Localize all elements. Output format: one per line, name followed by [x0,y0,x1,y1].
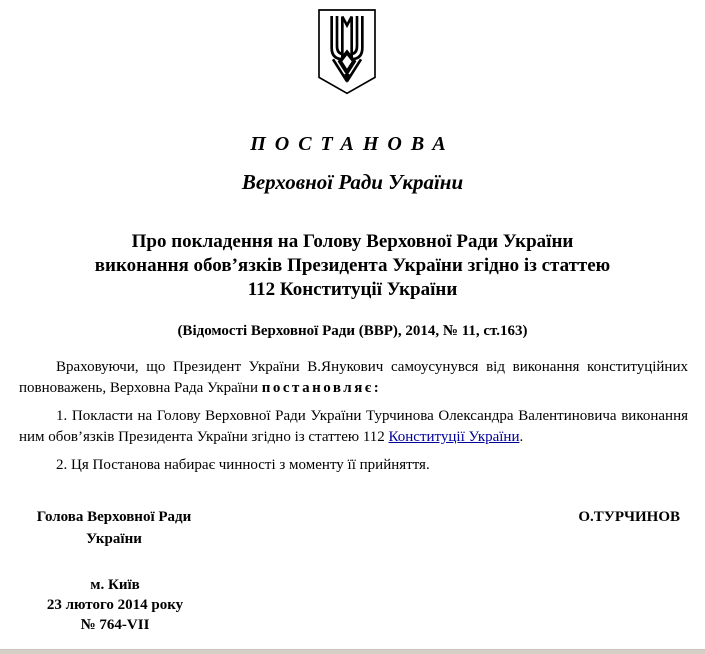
signer-position [18,506,210,550]
resolution-item-2: 2. Ця Постанова набирає чинності з моменту її прийняття. [56,457,430,473]
preamble-emphasis: постановляє: [261,380,382,396]
gazette-reference: (Відомості Верховної Ради (ВВР), 2014, № 11, ст.163) [177,323,528,339]
tryzub-icon [317,8,377,96]
preamble-text: Враховуючи, що Президент України В.Янукович самоусунувся від виконання конституційних повноважень, Верховна Рада України [19,359,688,396]
constitution-link[interactable]: Конституції України [388,429,520,445]
item-1-period: . [519,429,524,445]
footer-number: № 764-VII [80,617,150,633]
footer-block [15,575,215,635]
doc-type-heading: ПОСТАНОВА [250,133,455,155]
institution-heading: Верховної Ради України [241,170,464,194]
document-title [0,230,705,302]
document-page [0,8,705,654]
signature-block [0,506,705,550]
coat-of-arms [317,8,377,96]
footer-place: м. Київ [90,577,140,593]
preamble-paragraph [19,357,688,399]
item-1-text: 1. Покласти на Голову Верховної Ради України Турчинова Олександра Валентиновича виконання ним обов’язків Президента України згідно із статтею 112 [19,408,688,445]
footer-date: 23 лютого 2014 року [46,597,184,613]
title-line-1: Про покладення на Голову Верховної Ради України [131,231,574,252]
signer-position-line-2: України [86,531,142,547]
title-line-3: 112 Конституції України [247,279,458,300]
signer-name: О.ТУРЧИНОВ [578,509,680,525]
resolution-item-1 [19,406,688,448]
title-line-2: виконання обов’язків Президента України згідно із статтею [94,255,611,276]
signer-position-line-1: Голова Верховної Ради [36,509,192,525]
horizontal-scrollbar[interactable] [0,649,705,654]
